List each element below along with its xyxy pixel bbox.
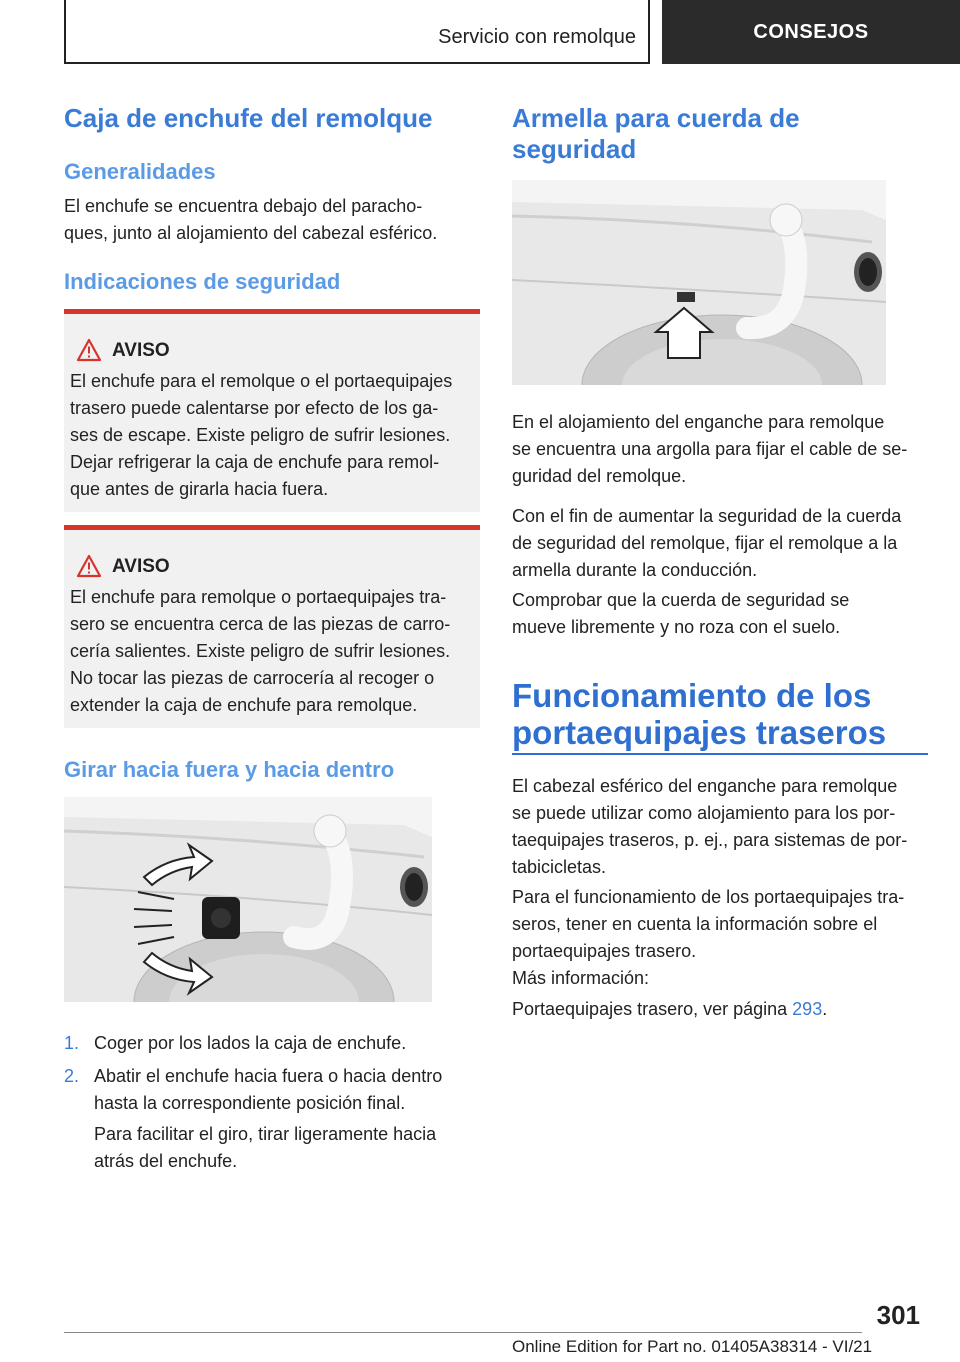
- text-line: tabicicletas.: [512, 857, 607, 877]
- step-1-text: Coger por los lados la caja de enchufe.: [94, 1033, 407, 1053]
- warning-title: AVISO: [112, 556, 170, 577]
- text-line: Para el funcionamiento de los portaequipajes tra-: [512, 887, 905, 907]
- rack-paragraph-2: [512, 884, 904, 965]
- text-line: guridad del remolque.: [512, 466, 687, 486]
- big-title-line-2: portaequipajes traseros: [512, 714, 887, 751]
- step-number: 2.: [64, 1066, 80, 1086]
- eyelet-drawing: [512, 180, 886, 385]
- text-line: Con el fin de aumentar la seguridad de la cuerda: [512, 506, 902, 526]
- section-title-safety-eyelet-1: Armella para cuerda de: [512, 103, 800, 133]
- step-number: 1.: [64, 1033, 80, 1053]
- warning-title: AVISO: [112, 340, 170, 361]
- page-number: 301: [876, 1300, 920, 1330]
- header-mid-rule: [648, 0, 650, 64]
- warning-line: Dejar refrigerar la caja de enchufe para remol-: [70, 452, 440, 472]
- page-link[interactable]: 293: [792, 999, 823, 1019]
- general-text-line-1: El enchufe se encuentra debajo del paracho-: [64, 196, 423, 216]
- warning-line: No tocar las piezas de carrocería al recoger o: [70, 668, 435, 688]
- warning-line: cería salientes. Existe peligro de sufrir lesiones.: [70, 641, 451, 661]
- illustration-socket-rotation: [64, 797, 432, 1002]
- warning-line: extender la caja de enchufe para remolque.: [70, 695, 418, 715]
- warning-line: ses de escape. Existe peligro de sufrir lesiones.: [70, 425, 451, 445]
- header-bottom-rule: [64, 62, 650, 64]
- big-title-line-1: Funcionamiento de los: [512, 677, 872, 714]
- heading-general: Generalidades: [64, 159, 216, 184]
- eyelet-paragraph-1: [512, 409, 907, 490]
- text-line: se puede utilizar como alojamiento para los por-: [512, 803, 896, 823]
- text-line: de seguridad del remolque, fijar el remolque a la: [512, 533, 898, 553]
- warning-line: sero se encuentra cerca de las piezas de carro-: [70, 614, 451, 634]
- text-line: portaequipajes trasero.: [512, 941, 697, 961]
- footer-rule: [64, 1332, 862, 1333]
- eyelet-paragraph-2: [512, 503, 901, 584]
- text-line: mueve libremente y no roza con el suelo.: [512, 617, 841, 637]
- rack-paragraph-1: [512, 773, 907, 881]
- step-note-line-2: atrás del enchufe.: [94, 1151, 238, 1171]
- header-section-title: Servicio con remolque: [438, 26, 636, 48]
- section-title-safety-eyelet-2: seguridad: [512, 134, 637, 164]
- heading-safety: Indicaciones de seguridad: [64, 269, 341, 294]
- warning-box-1: [64, 309, 480, 512]
- header-chapter-tab[interactable]: CONSEJOS: [662, 0, 960, 64]
- illustration-safety-eyelet: [512, 180, 886, 385]
- warning-text: [70, 584, 478, 719]
- warning-text: [70, 368, 478, 503]
- section-title-trailer-socket: Caja de enchufe del remolque: [64, 103, 433, 133]
- text-line: En el alojamiento del enganche para remolque: [512, 412, 885, 432]
- text-line: El cabezal esférico del enganche para remolque: [512, 776, 898, 796]
- step-2-text-line-2: hasta la correspondiente posición final.: [94, 1093, 406, 1113]
- more-info-label: Más información:: [512, 968, 650, 988]
- text-line: Comprobar que la cuerda de seguridad se: [512, 590, 850, 610]
- text-line: seros, tener en cuenta la información sobre el: [512, 914, 878, 934]
- header-left-rule: [64, 0, 66, 64]
- warning-triangle-icon: [76, 554, 102, 578]
- warning-triangle-icon: [76, 338, 102, 362]
- reference-end: .: [822, 999, 828, 1019]
- tow-hitch-socket-drawing: [64, 797, 432, 1002]
- big-title-underline: [512, 753, 928, 755]
- warning-line: El enchufe para remolque o portaequipajes tra-: [70, 587, 447, 607]
- step-note-line-1: Para facilitar el giro, tirar ligeramente hacia: [94, 1124, 437, 1144]
- general-text-line-2: ques, junto al alojamiento del cabezal esférico.: [64, 223, 438, 243]
- warning-line: que antes de girarla hacia fuera.: [70, 479, 329, 499]
- heading-turn-in-out: Girar hacia fuera y hacia dentro: [64, 757, 395, 782]
- reference-text: Portaequipajes trasero, ver página: [512, 999, 793, 1019]
- footer-edition: Online Edition for Part no. 01405A38314 - VI/21: [512, 1337, 873, 1356]
- warning-line: El enchufe para el remolque o el portaequipajes: [70, 371, 453, 391]
- text-line: taequipajes traseros, p. ej., para sistemas de por-: [512, 830, 908, 850]
- page-reference: [512, 996, 827, 1023]
- warning-line: trasero puede calentarse por efecto de los ga-: [70, 398, 439, 418]
- warning-box-2: [64, 525, 480, 728]
- text-line: armella durante la conducción.: [512, 560, 758, 580]
- text-line: se encuentra una argolla para fijar el cable de se-: [512, 439, 908, 459]
- eyelet-paragraph-3: [512, 587, 849, 641]
- step-2-text-line-1: Abatir el enchufe hacia fuera o hacia dentro: [94, 1066, 443, 1086]
